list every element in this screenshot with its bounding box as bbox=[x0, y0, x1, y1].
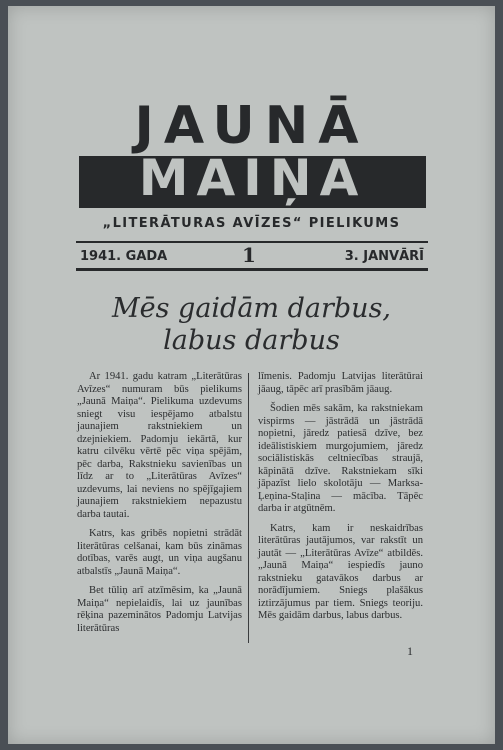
masthead-title-line2: MAIŅA bbox=[138, 149, 367, 207]
issue-year: 1941. GADA bbox=[80, 249, 168, 264]
column-divider bbox=[248, 373, 249, 643]
issue-number: 1 bbox=[242, 243, 256, 267]
left-paragraph-3: Bet tūliņ arī atzīmēsim, ka „Jaunā Maiņa“ nepielaidīs, lai uz jaunības rēķina pazeminātos Padomju Latvijas literātūras bbox=[77, 585, 242, 634]
left-paragraph-1: Ar 1941. gadu katram „Literātūras Avīzes“ numuram būs pielikums „Jaunā Maiņa“. Pielikuma uzdevums sniegt visu iespējamo atbalstu jaunajiem rakstniekiem un dzejniekiem. Padomju iekārtā, kur katru cilvēku vērtē pēc viņa spējām, pēc darba, Rakstnieku savienības un līdz ar to „Literātūras Avīzes“ uzdevums, lai neviens no spējīgajiem jaunajiem rakstniekiem nepazustu darba tautai. bbox=[77, 371, 242, 520]
article-right-column bbox=[258, 371, 423, 630]
article-left-column bbox=[77, 371, 242, 642]
right-paragraph-2: Šodien mēs sakām, ka rakstniekam vispirms — jāstrādā un jāstrādā nopietni, jāredz patiesā dzīve, bez ideālistiskiem murgojumiem, jāredz sociālistiskās celtniecības straujā, kāpinātā dzīve. Rakstniekam sīki jāpazīst lielo skolotāju — Marksa-Ļeņina-Staļina — mācība. Tāpēc darba ir atgūtnēm. bbox=[258, 403, 423, 514]
right-paragraph-3: Katrs, kam ir neskaidrības literātūras jautājumos, var rakstīt un jautāt — „Literātūras Avīze“ atbildēs. „Jaunā Maiņa“ iespiedīs jauno rakstnieku gatavākos darbus ar norādījumiem. Sniegs plašākus iztirzājumus par tiem. Sniegs teoriju. Mēs gaidām darbus, labus darbus. bbox=[258, 522, 423, 621]
dateline bbox=[78, 243, 426, 267]
headline-line1: Mēs gaidām darbus, bbox=[111, 293, 392, 324]
masthead-subtitle: „LITERĀTURAS AVĪZES“ PIELIKUMS bbox=[102, 216, 401, 231]
right-paragraph-1: līmenis. Padomju Latvijas literātūrai jāaug, tāpēc arī prasībām jāaug. bbox=[258, 371, 423, 395]
masthead-title-line1: JAUNĀ bbox=[134, 96, 369, 156]
issue-date: 3. JANVĀRĪ bbox=[344, 249, 424, 264]
article-headline bbox=[0, 293, 503, 357]
left-paragraph-2: Katrs, kas gribēs nopietni strādāt literātūras celšanai, kam būs zināmas dotības, varēs augt, un viņa augšanu atbalstīs „Jaunā Maiņa“. bbox=[77, 528, 242, 577]
headline-line2: labus darbus bbox=[163, 325, 340, 356]
page-number: 1 bbox=[407, 644, 413, 658]
dateline-bottom-rule bbox=[76, 268, 428, 271]
